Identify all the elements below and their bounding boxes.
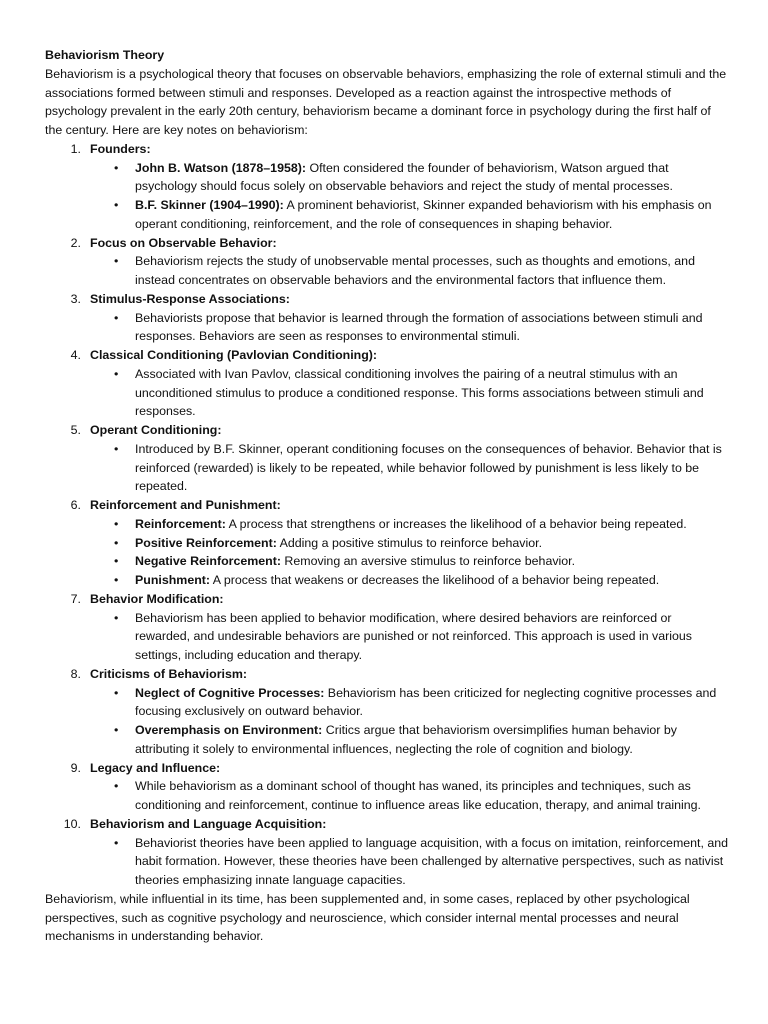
bullet-text: A process that strengthens or increases the likelihood of a behavior being repeated.	[225, 516, 687, 531]
section-number: 4.	[70, 348, 81, 362]
bullet-item	[90, 252, 730, 290]
bullet-text: Introduced by B.F. Skinner, operant conditioning focuses on the consequences of behavior. Behavior that is reinforced (rewarded) is likely to be repeated, while behavior followed by punishment is less likely to be repeated.	[135, 441, 722, 494]
bullet-item	[90, 159, 730, 197]
conclusion-paragraph: Behaviorism, while influential in its time, has been supplemented and, in some cases, replaced by other psychological perspectives, such as cognitive psychology and neuroscience, which consider internal mental processes and neural mechanisms in understanding behavior.	[45, 891, 690, 944]
section-heading: Operant Conditioning:	[90, 423, 222, 437]
bullet-label: Negative Reinforcement:	[135, 554, 281, 569]
bullet-item	[90, 309, 730, 347]
section-number: 9.	[70, 760, 81, 775]
bullet-list	[90, 309, 730, 347]
section-heading: Founders:	[90, 141, 151, 156]
bullet-label: Punishment:	[135, 573, 211, 587]
section-item	[45, 665, 730, 759]
bullet-text: Behaviorism rejects the study of unobservable mental processes, such as thoughts and emotions, and instead concentrates on observable behaviors and the environmental factors that influence them.	[135, 254, 695, 287]
bullet-list	[90, 440, 730, 496]
bullet-text: Behaviorism has been criticized for neglecting cognitive processes and focusing exclusively on outward behavior.	[135, 685, 717, 719]
section-item	[45, 759, 730, 815]
section-number: 3.	[70, 291, 81, 306]
bullet-label: Positive Reinforcement:	[135, 535, 277, 550]
document-page	[45, 46, 730, 946]
section-heading: Criticisms of Behaviorism:	[90, 666, 247, 681]
bullet-text: Often considered the founder of behaviorism, Watson argued that psychology should focus solely on observable behaviors and reject the study of mental processes.	[135, 160, 673, 194]
section-heading: Focus on Observable Behavior:	[90, 235, 277, 250]
bullet-list	[90, 365, 730, 421]
section-number: 7.	[70, 591, 81, 606]
bullet-item	[90, 834, 730, 890]
bullet-label: Neglect of Cognitive Processes:	[135, 685, 325, 700]
bullet-text: Associated with Ivan Pavlov, classical conditioning involves the pairing of a neutral stimulus with an unconditioned stimulus to produce a conditioned response. This forms associations between stimuli and responses.	[135, 366, 704, 419]
section-number: 8.	[70, 666, 81, 681]
section-number: 1.	[70, 141, 81, 156]
bullet-list	[90, 684, 730, 759]
section-item	[45, 346, 730, 421]
bullet-item	[90, 571, 730, 590]
section-heading: Stimulus-Response Associations:	[90, 291, 290, 306]
bullet-list	[90, 252, 730, 290]
key-notes-list	[45, 140, 730, 890]
bullet-text: Removing an aversive stimulus to reinforce behavior.	[280, 554, 576, 569]
bullet-text: Adding a positive stimulus to reinforce behavior.	[276, 535, 543, 550]
bullet-list	[90, 515, 730, 590]
bullet-text: Behaviorist theories have been applied to language acquisition, with a focus on imitation, reinforcement, and habit formation. However, these theories have been challenged by alternative perspectives, such as nativist theories emphasizing innate language capacities.	[135, 835, 729, 887]
bullet-list	[90, 609, 730, 665]
bullet-label: B.F. Skinner (1904–1990):	[135, 198, 284, 212]
section-heading: Legacy and Influence:	[90, 760, 221, 775]
bullet-text: While behaviorism as a dominant school of thought has waned, its principles and techniques, such as conditioning and reinforcement, continue to influence areas like education, therapy, and animal training.	[135, 779, 701, 812]
bullet-label: John B. Watson (1878–1958):	[135, 160, 306, 175]
intro-paragraph: Behaviorism is a psychological theory that focuses on observable behaviors, emphasizing the role of external stimuli and the associations formed between stimuli and responses. Developed as a reaction against the introspective methods of psychology prevalent in the early 20th century, behaviorism became a dominant force in psychology during the first half of the century. Here are key notes on behaviorism:	[45, 66, 727, 137]
section-number: 6.	[70, 498, 81, 512]
bullet-list	[90, 834, 730, 890]
document-title: Behaviorism Theory	[45, 48, 165, 62]
bullet-item	[90, 440, 730, 496]
bullet-text: A prominent behaviorist, Skinner expanded behaviorism with his emphasis on operant conditioning, reinforcement, and the role of consequences in shaping behavior.	[135, 198, 712, 231]
bullet-label: Overemphasis on Environment:	[135, 723, 323, 737]
bullet-item	[90, 552, 730, 571]
bullet-text: Critics argue that behaviorism oversimplifies human behavior by attributing it solely to environmental influences, neglecting the role of cognition and biology.	[135, 723, 677, 756]
bullet-item	[90, 515, 730, 534]
section-item	[45, 290, 730, 346]
section-heading: Behaviorism and Language Acquisition:	[90, 816, 327, 831]
section-item	[45, 421, 730, 496]
bullet-list	[90, 159, 730, 234]
section-heading: Reinforcement and Punishment:	[90, 498, 281, 512]
bullet-item	[90, 721, 730, 759]
bullet-text: A process that weakens or decreases the likelihood of a behavior being repeated.	[210, 573, 660, 587]
bullet-item	[90, 365, 730, 421]
bullet-label: Reinforcement:	[135, 516, 226, 531]
bullet-text: Behaviorists propose that behavior is learned through the formation of associations between stimuli and responses. Behaviors are seen as responses to environmental stimuli.	[135, 310, 703, 344]
bullet-text: Behaviorism has been applied to behavior modification, where desired behaviors are reinforced or rewarded, and undesirable behaviors are punished or not reinforced. This approach is used in various settings, including education and therapy.	[135, 610, 692, 662]
section-number: 2.	[70, 235, 81, 250]
section-item	[45, 234, 730, 290]
section-item	[45, 590, 730, 665]
bullet-item	[90, 196, 730, 234]
bullet-list	[90, 777, 730, 815]
bullet-item	[90, 684, 730, 722]
section-item	[45, 815, 730, 890]
section-number: 10.	[63, 816, 81, 831]
bullet-item	[90, 534, 730, 553]
section-heading: Behavior Modification:	[90, 591, 224, 606]
section-item	[45, 496, 730, 590]
bullet-item	[90, 777, 730, 815]
section-number: 5.	[70, 423, 81, 437]
section-heading: Classical Conditioning (Pavlovian Conditioning):	[90, 348, 378, 362]
bullet-item	[90, 609, 730, 665]
section-item	[45, 140, 730, 234]
